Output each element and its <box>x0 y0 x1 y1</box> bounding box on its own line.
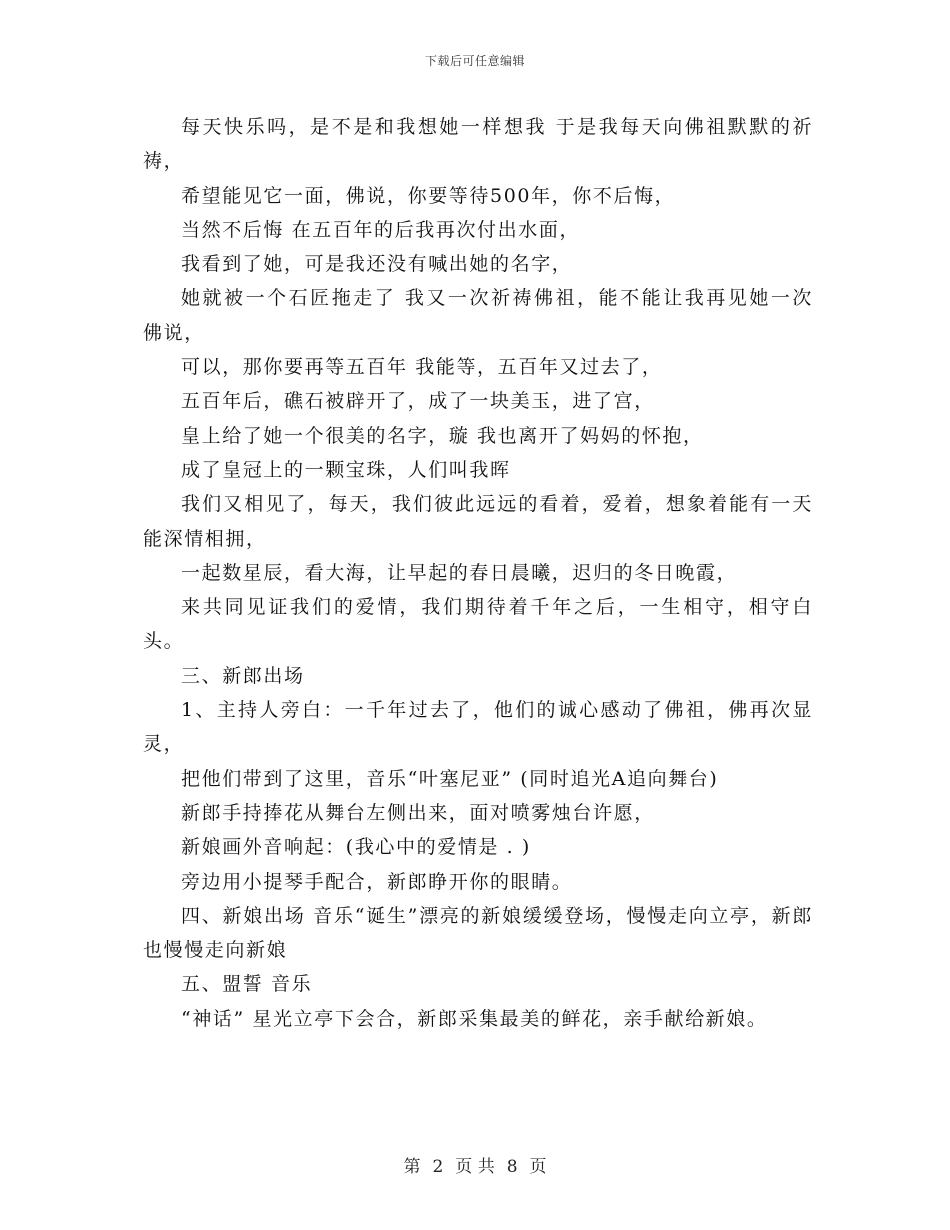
paragraph: 她就被一个石匠拖走了 我又一次祈祷佛祖，能不能让我再见她一次 佛说， <box>143 287 813 344</box>
page-footer <box>0 1152 950 1177</box>
paragraph: 五百年后，礁石被辟开了，成了一块美玉，进了宫， <box>181 390 655 413</box>
paragraph: 可以，那你要再等五百年 我能等，五百年又过去了， <box>181 356 663 379</box>
paragraph: 希望能见它一面，佛说，你要等待500年，你不后悔， <box>181 184 676 207</box>
section-heading: 三、新郎出场 <box>181 664 305 687</box>
total-pages-number: 8 <box>506 1157 518 1177</box>
document-body <box>143 110 813 1036</box>
paragraph: 新娘画外音响起：(我心中的爱情是 . ) <box>181 836 531 859</box>
current-page-number: 2 <box>432 1157 444 1177</box>
paragraph: 旁边用小提琴手配合，新郎睁开你的眼睛。 <box>181 870 573 893</box>
paragraph: “神话” 星光立亭下会合，新郎采集最美的鲜花，亲手献给新娘。 <box>181 1007 768 1030</box>
paragraph: 一起数星辰，看大海，让早起的春日晨曦，迟归的冬日晚霞， <box>181 561 738 584</box>
paragraph: 每天快乐吗，是不是和我想她一样想我 于是我每天向佛祖默默的祈祷， <box>143 116 813 173</box>
paragraph: 我看到了她，可是我还没有喊出她的名字， <box>181 253 573 276</box>
page-label-mid: 页 共 <box>455 1157 495 1177</box>
paragraph: 新郎手持捧花从舞台左侧出来，面对喷雾烛台许愿， <box>181 801 655 824</box>
page-label-suffix: 页 <box>529 1157 547 1177</box>
paragraph: 当然不后悔 在五百年的后我再次付出水面， <box>181 218 581 241</box>
paragraph: 1、主持人旁白：一千年过去了，他们的诚心感动了佛祖，佛再次显灵， <box>143 699 813 756</box>
paragraph: 成了皇冠上的一颗宝珠，人们叫我晖 <box>181 458 511 481</box>
section-heading: 四、新娘出场 音乐“诞生”漂亮的新娘缓缓登场，慢慢走向立亭，新郎也慢慢走向新娘 <box>143 904 813 962</box>
page-label-prefix: 第 <box>403 1157 421 1177</box>
paragraph: 来共同见证我们的爱情，我们期待着千年之后，一生相守，相守白头。 <box>143 596 813 653</box>
page-header: 下载后可任意编辑 <box>424 54 525 68</box>
section-heading: 五、盟誓 音乐 <box>181 973 313 996</box>
paragraph: 把他们带到了这里，音乐“叶塞尼亚” (同时追光A追向舞台) <box>181 767 719 790</box>
paragraph: 皇上给了她一个很美的名字，璇 我也离开了妈妈的怀抱， <box>181 424 704 447</box>
paragraph: 我们又相见了，每天，我们彼此远远的看着，爱着，想象着能有一天能深情相拥， <box>143 493 813 550</box>
